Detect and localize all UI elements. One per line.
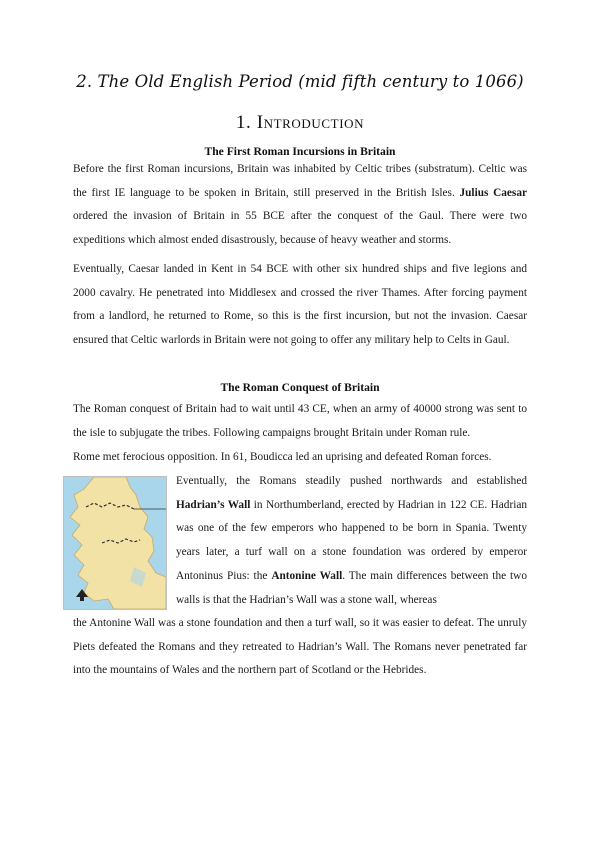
bold-term-hadrians-wall: Hadrian’s Wall: [176, 498, 251, 511]
bold-term-julius-caesar: Julius Caesar: [459, 186, 527, 199]
paragraph-text: Before the first Roman incursions, Britain was inhabited by Celtic tribes (substratum). Celtic was the first IE language to be spoken in Britain, still preserved in the British Isles.: [73, 163, 527, 199]
bold-term-antonine-wall: Antonine Wall: [271, 569, 343, 582]
map-figure: [63, 476, 167, 610]
paragraph-text: Eventually, the Romans steadily pushed northwards and established: [176, 475, 527, 487]
section-title: 1. Introduction: [235, 112, 365, 133]
paragraph-incursions-2: Eventually, Caesar landed in Kent in 54 BCE with other six hundred ships and five legions and 2000 cavalry. He penetrated into Middlesex and crossed the river Thames. After forcing payment from a landlord, he returned to Rome, so this is the first incursion, but not the invasion. Caesar ensured that Celtic warlords in Britain were not going to offer any military help to Celts in Gaul.: [73, 263, 527, 347]
paragraph-conquest-2-lead: Rome met ferocious opposition. In 61, Boudicca led an uprising and defeated Roman forces.: [73, 451, 492, 463]
subheading-roman-conquest: The Roman Conquest of Britain: [220, 381, 380, 394]
paragraph-text: in Northumberland, erected by Hadrian in 122 CE. Hadrian was one of the few emperors who happened to be born in Spania. Twenty years later, a turf wall on a stone foundation was ordered by emperor Antoninus Pius: the: [176, 498, 528, 582]
paragraph-incursions-1: [73, 158, 527, 253]
paragraph-conquest-2-wrap: [176, 470, 527, 612]
paragraph-conquest-1: The Roman conquest of Britain had to wait until 43 CE, when an army of 40000 strong was sent to the isle to subjugate the tribes. Following campaigns brought Britain under Roman rule.: [73, 403, 527, 439]
paragraph-text: . The main differences between the two walls is that the Hadrian’s Wall was a stone wall, whereas: [176, 569, 527, 606]
paragraph-conquest-2-tail: the Antonine Wall was a stone foundation and then a turf wall, so it was easier to defeat. The unruly Piets defeated the Romans and they retreated to Hadrian’s Wall. The Romans never penetrated far into the mountains of Wales and the northern part of Scotland or the Hebrides.: [73, 617, 527, 677]
subheading-first-incursions: The First Roman Incursions in Britain: [204, 145, 396, 158]
paragraph-text: ordered the invasion of Britain in 55 BCE after the conquest of the Gaul. There were two expeditions which almost ended disastrously, because of heavy weather and storms.: [73, 210, 527, 247]
map-of-roman-walls-icon: [64, 477, 166, 609]
chapter-title: 2. The Old English Period (mid fifth century to 1066): [76, 72, 524, 91]
